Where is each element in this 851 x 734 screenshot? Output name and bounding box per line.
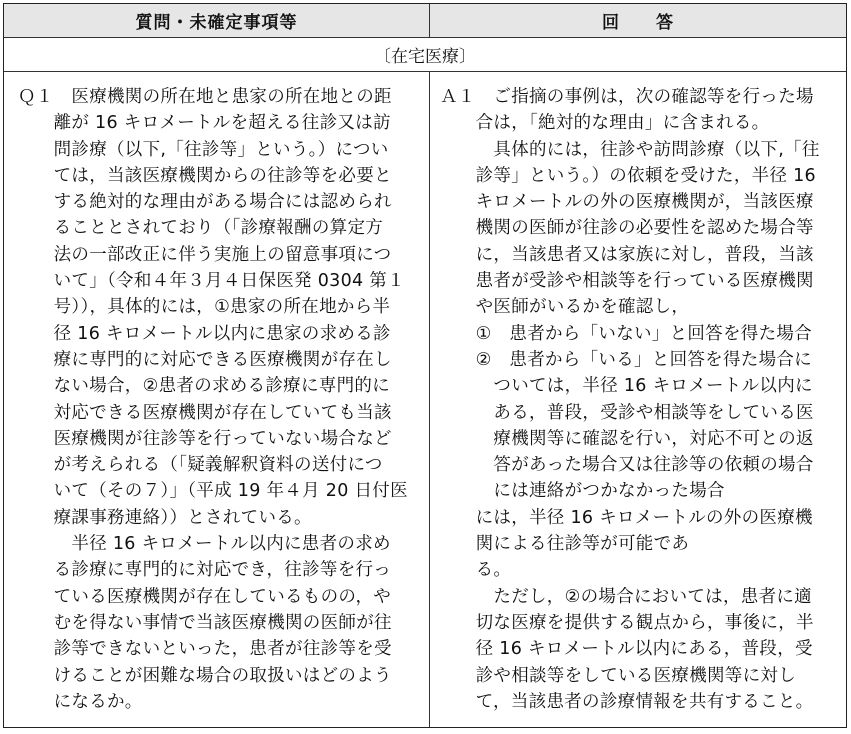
question-line: 半径 16 キロメートル以内に患者の求め (18, 534, 391, 555)
answer-line: ① 患者から「いない」と回答を得た場合 (440, 323, 812, 344)
answer-line: 診等」という。）の依頼を受けた，半径 16 (440, 165, 816, 186)
question-line: 療課事務連絡））とされている。 (18, 507, 312, 528)
question-line: が考えられる（「疑義解釈資料の送付につ (18, 455, 383, 476)
question-line: 診等できないといった，患者が往診等を受 (18, 639, 392, 660)
question-line: 問診療（以下,「往診等」という。）につい (18, 139, 389, 160)
column-divider (429, 71, 430, 727)
answer-line: て，当該患者の診療情報を共有すること。 (440, 691, 814, 712)
answer-line: ただし，②の場合においては，患者に適 (440, 586, 812, 607)
question-line: になるか。 (18, 691, 143, 712)
answer-line: には，半径 16 キロメートルの外の医療機 (440, 507, 813, 528)
answer-line: 切な医療を提供する観点から，事後に，半 (440, 612, 814, 633)
answer-line: ついては，半径 16 キロメートル以内に (440, 376, 813, 397)
question-line: 医療機関が往診等を行っていない場合など (18, 428, 392, 449)
answer-text (440, 84, 840, 715)
answer-line: キロメートルの外の医療機関が，当該医療 (440, 192, 814, 213)
answer-line: に，当該患者又は家族に対し，普段，当該 (440, 244, 814, 265)
answer-line: る。 (440, 560, 512, 581)
question-line: Ｑ１ 医療機関の所在地と患家の所在地との距 (18, 87, 392, 107)
answer-line: ある，普段，受診や相談等をしている医 (440, 402, 814, 423)
question-line: むを得ない事情で当該医療機関の医師が往 (18, 612, 392, 633)
answer-line: 機関の医師が往診の必要性を認めた場合等 (440, 218, 814, 239)
answer-line: 関による往診等が可能であ (440, 534, 690, 555)
question-line: ることとされており（「診療報酬の算定方 (18, 218, 384, 239)
question-line: 径 16 キロメートル以内に患家の求める診 (18, 323, 391, 344)
answer-line: 合は，「絶対的な理由」に含まれる。 (440, 113, 770, 134)
answer-line: 径 16 キロメートル以内にある，普段，受 (440, 639, 813, 660)
question-line: る診療に専門的に対応でき，往診等を行っ (18, 560, 392, 581)
question-line: ている医療機関が存在しているものの，や (18, 586, 392, 607)
question-line: 離が 16 キロメートルを超える往診又は訪 (18, 113, 391, 134)
answer-line: ② 患者から「いる」と回答を得た場合に (440, 349, 812, 370)
question-line: ては，当該医療機関からの往診等を必要と (18, 165, 392, 186)
question-line: 法の一部改正に伴う実施上の留意事項につ (18, 244, 392, 265)
question-line: 号）），具体的には，①患家の所在地から半 (18, 297, 391, 318)
answer-line: 療機関等に確認を行い，対応不可との返 (440, 428, 814, 449)
answer-line: 答があった場合又は往診等の依頼の場合 (440, 455, 814, 476)
answer-line: 診や相談等をしている医療機関等に対し (440, 665, 796, 686)
answer-line: 患者が受診や相談等を行っている医療機関 (440, 271, 814, 292)
question-line: いて」（令和４年３月４日保医発 0304 第１ (18, 271, 405, 292)
question-line: 対応できる医療機関が存在していても当該 (18, 402, 392, 423)
answer-line: には連絡がつかなかった場合 (440, 481, 725, 502)
question-text (18, 84, 423, 715)
answer-line: や医師がいるかを確認し， (440, 297, 690, 318)
question-line: 療に専門的に対応できる医療機関が存在し (18, 349, 392, 370)
answer-line: Ａ１ ご指摘の事例は，次の確認等を行った場 (440, 87, 814, 107)
question-line: する絶対的な理由がある場合には認められ (18, 192, 392, 213)
question-line: ない場合，②患者の求める診療に専門的に (18, 376, 390, 397)
answer-line: 具体的には，往診や訪問診療（以下,「往 (440, 139, 820, 160)
answer-column-header: 回 答 (430, 4, 846, 38)
section-title: 〔在宅医療〕 (4, 38, 846, 72)
question-line: いて（その７）」（平成 19 年４月 20 日付医 (18, 481, 408, 502)
question-line: けることが困難な場合の取扱いはどのよう (18, 665, 392, 686)
question-column-header: 質問・未確定事項等 (4, 4, 430, 38)
qa-table (3, 3, 847, 728)
